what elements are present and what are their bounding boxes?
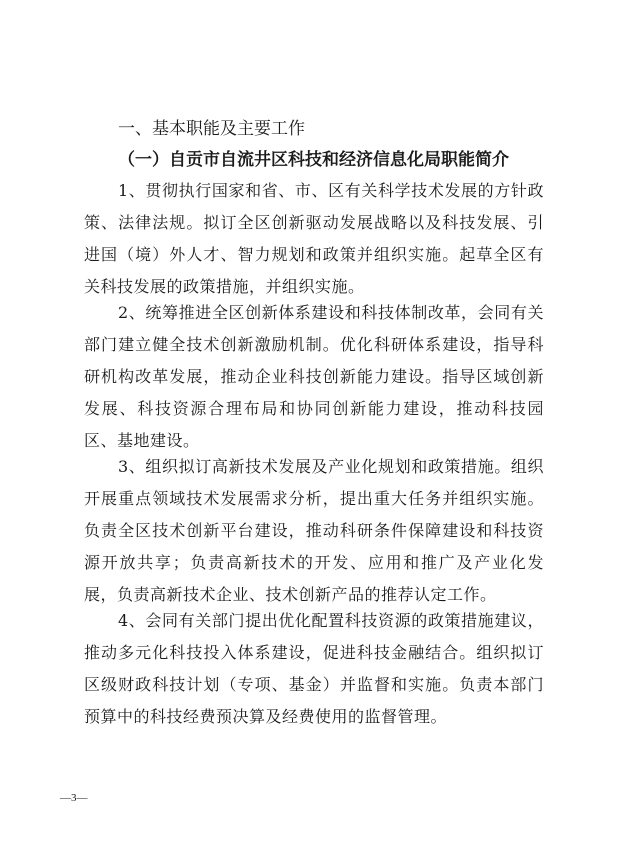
paragraph-1: 1、贯彻执行国家和省、市、区有关科学技术发展的方针政策、法律法规。拟订全区创新驱动发展战略以及科技发展、引进国（境）外人才、智力规划和政策并组织实施。起草全区有关科技发展的政策措施，并组织实施。 [84,181,544,296]
paragraph-2: 2、统筹推进全区创新体系建设和科技体制改革，会同有关部门建立健全技术创新激励机制。优化科研体系建设，指导科研机构改革发展，推动企业科技创新能力建设。指导区域创新发展、科技资源合理布局和协同创新能力建设，推动科技园区、基地建设。 [84,303,544,450]
section-heading: 一、基本职能及主要工作 [118,119,305,139]
paragraph-3: 3、组织拟订高新技术发展及产业化规划和政策措施。组织开展重点领域技术发展需求分析，提出重大任务并组织实施。负责全区技术创新平台建设，推动科研条件保障建设和科技资源开放共享；负责高新技术的开发、应用和推广及产业化发展，负责高新技术企业、技术创新产品的推荐认定工作。 [84,457,544,604]
sub-heading: （一）自贡市自流井区科技和经济信息化局职能简介 [118,150,509,170]
paragraph-4: 4、会同有关部门提出优化配置科技资源的政策措施建议，推动多元化科技投入体系建设，促进科技金融结合。组织拟订区级财政科技计划（专项、基金）并监督和实施。负责本部门预算中的科技经费预决算及经费使用的监督管理。 [84,611,544,726]
page-number: —3— [60,792,88,804]
